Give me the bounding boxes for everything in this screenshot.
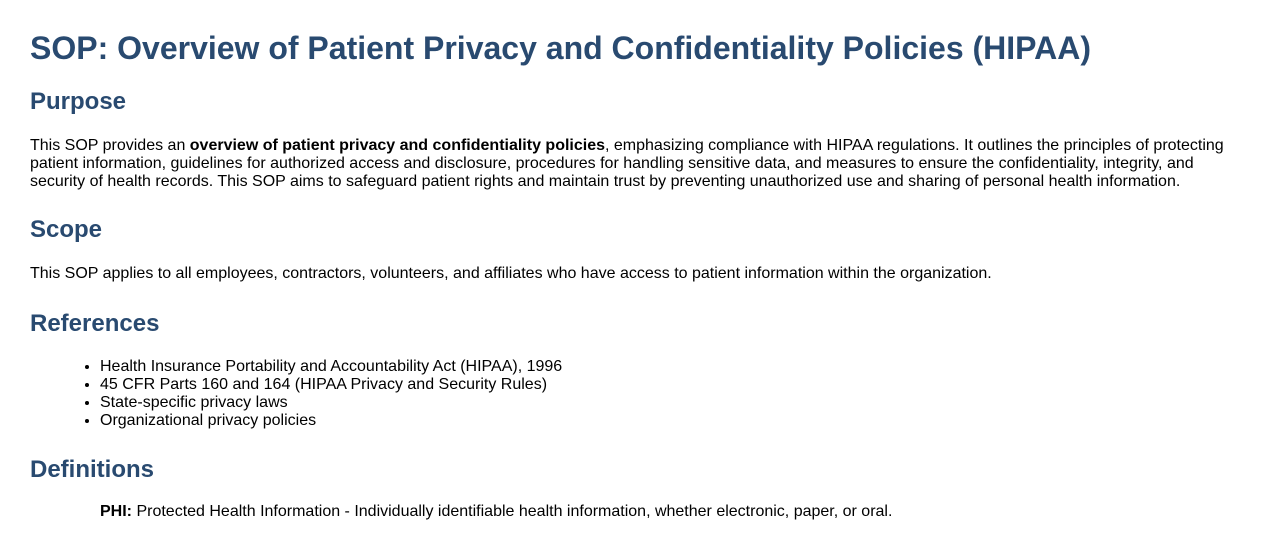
- purpose-heading: Purpose: [30, 88, 127, 115]
- document-page: [0, 30, 1263, 536]
- references-list: [30, 358, 1233, 430]
- purpose-paragraph: [30, 137, 1233, 191]
- scope-paragraph: This SOP applies to all employees, contractors, volunteers, and affiliates who have access to patient information within the organization.: [30, 265, 992, 282]
- reference-item: • State-specific privacy laws: [100, 394, 1233, 412]
- reference-item: • Organizational privacy policies: [100, 412, 1233, 430]
- reference-item: • Health Insurance Portability and Accountability Act (HIPAA), 1996: [100, 358, 1233, 376]
- reference-item: • 45 CFR Parts 160 and 164 (HIPAA Privacy and Security Rules): [100, 376, 1233, 394]
- purpose-text-before: This SOP provides an: [30, 137, 190, 154]
- definition-text: Protected Health Information - Individually identifiable health information, whether electronic, paper, or oral.: [132, 503, 893, 520]
- page-title: SOP: Overview of Patient Privacy and Confidentiality Policies (HIPAA): [30, 30, 1091, 66]
- definition-term: PHI:: [100, 503, 132, 520]
- definition-item: [100, 503, 1233, 521]
- definitions-heading: Definitions: [30, 456, 154, 483]
- purpose-text-bold: overview of patient privacy and confidentiality policies: [189, 137, 605, 154]
- purpose-text-after: , emphasizing compliance with HIPAA regulations. It outlines the principles of protecting patient information, guidelines for authorized access and disclosure, procedures for handling sensitive data, and measures to ensure the confidentiality, integrity, and security of health records. This SOP aims to safeguard patient rights and maintain trust by preventing unauthorized use and sharing of personal health information.: [30, 137, 1224, 190]
- definitions-list: [30, 503, 1233, 521]
- scope-heading: Scope: [30, 216, 103, 243]
- references-heading: References: [30, 310, 160, 337]
